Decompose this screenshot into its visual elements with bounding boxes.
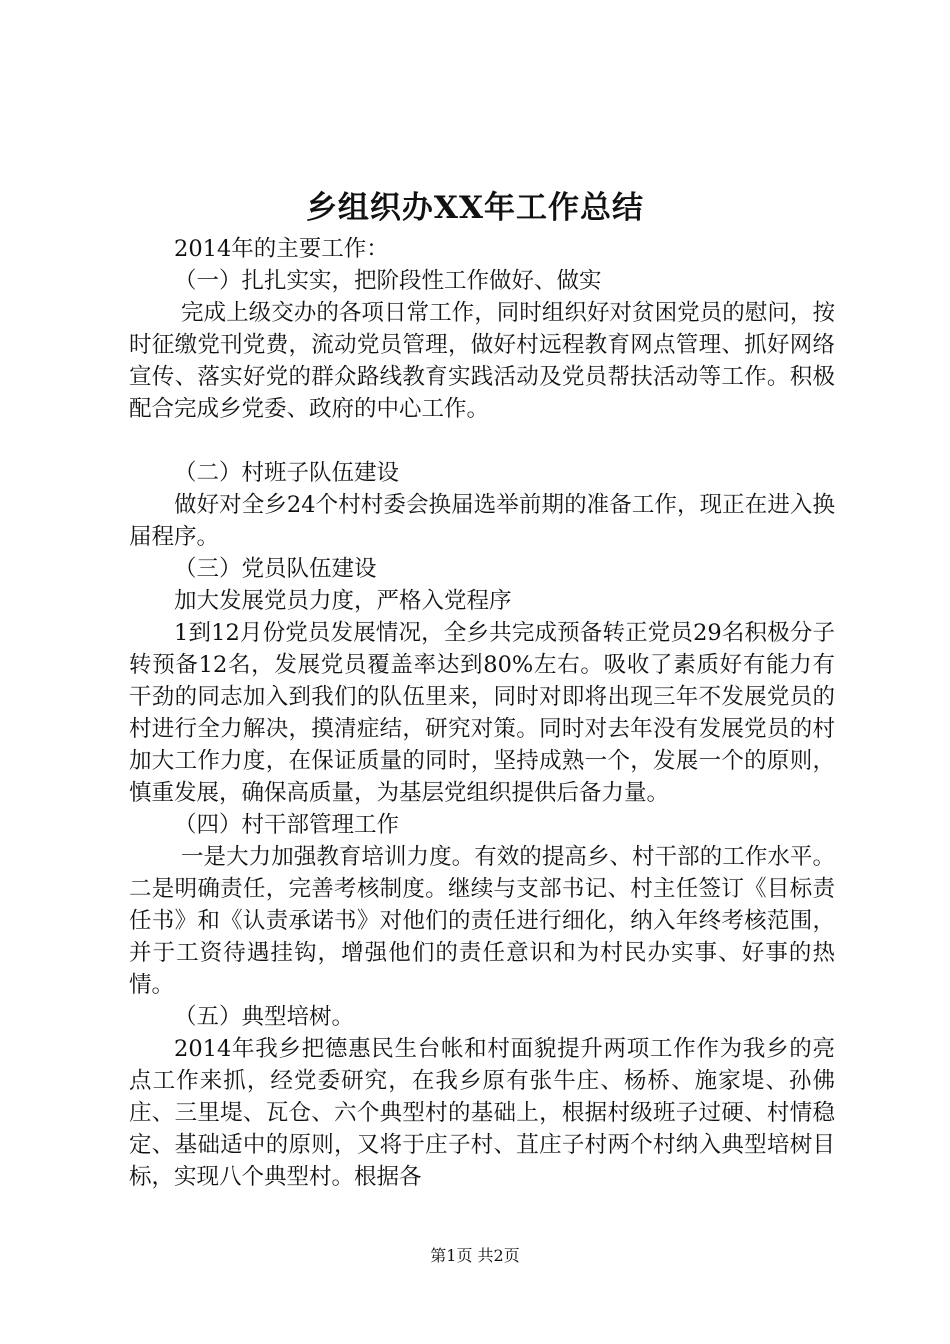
paragraph-section-4: 一是大力加强教育培训力度。有效的提高乡、村干部的工作水平。二是明确责任，完善考核制度。继续与支部书记、村主任签订《目标责任书》和《认责承诺书》对他们的责任进行细化，纳入年终考核范围，并于工资待遇挂钩，增强他们的责任意识和为村民办实事、好事的热情。	[129, 844, 835, 998]
section-heading-1: （一）扎扎实实，把阶段性工作做好、做实	[174, 268, 602, 294]
paragraph-section-5: 2014年我乡把德惠民生台帐和村面貌提升两项工作作为我乡的亮点工作来抓，经党委研究，在我乡原有张牛庄、杨桥、施家堤、孙佛庄、三里堤、瓦仓、六个典型村的基础上，根据村级班子过硬、村情稳定、基础适中的原则，又将于庄子村、苴庄子村两个村纳入典型培树目标，实现八个典型村。根据各	[129, 1036, 835, 1190]
section-heading-5: （五）典型培树。	[174, 1004, 355, 1030]
page-footer: 第1页 共2页	[430, 1246, 520, 1265]
section-heading-2: （二）村班子队伍建设	[174, 460, 400, 486]
paragraph-section-3-lead: 加大发展党员力度，严格入党程序	[174, 588, 512, 614]
paragraph-section-3: 1到12月份党员发展情况，全乡共完成预备转正党员29名积极分子转预备12名，发展党员覆盖率达到80%左右。吸收了素质好有能力有干劲的同志加入到我们的队伍里来，同时对即将出现三年不发展党员的村进行全力解决，摸清症结，研究对策。同时对去年没有发展党员的村加大工作力度，在保证质量的同时，坚持成熟一个，发展一个的原则，慎重发展，确保高质量，为基层党组织提供后备力量。	[129, 620, 835, 806]
section-heading-3: （三）党员队伍建设	[174, 556, 377, 582]
section-heading-4: （四）村干部管理工作	[174, 812, 400, 838]
paragraph-section-2: 做好对全乡24个村村委会换届选举前期的准备工作，现正在进入换届程序。	[129, 492, 835, 550]
paragraph-gap	[129, 425, 835, 457]
paragraph-intro: 2014年的主要工作：	[174, 236, 389, 262]
paragraph-section-1: 完成上级交办的各项日常工作，同时组织好对贫困党员的慰问，按时征缴党刊党费，流动党员管理，做好村远程教育网点管理、抓好网络宣传、落实好党的群众路线教育实践活动及党员帮扶活动等工作。积极配合完成乡党委、政府的中心工作。	[129, 300, 835, 422]
document-body	[129, 233, 835, 1193]
document-title: 乡组织办XX年工作总结	[305, 190, 645, 226]
